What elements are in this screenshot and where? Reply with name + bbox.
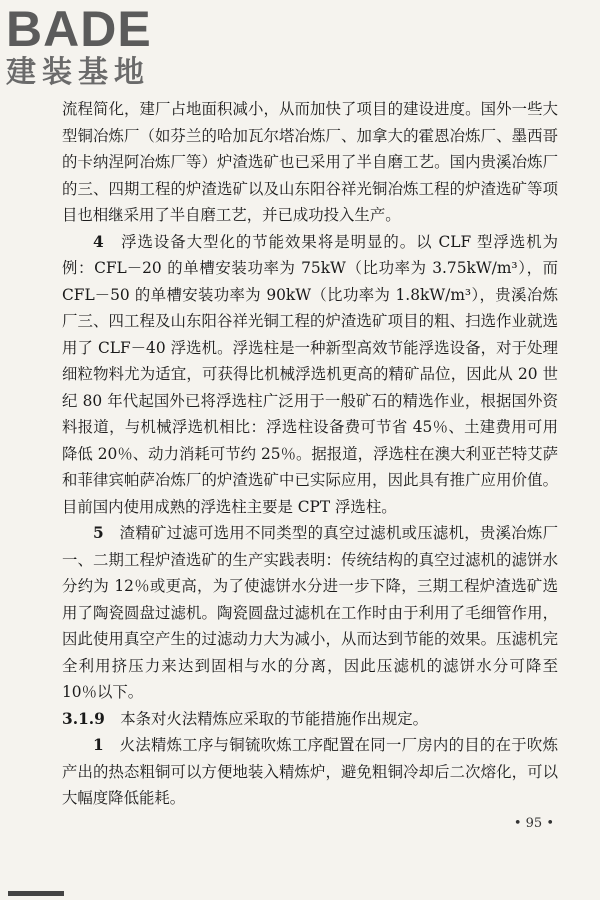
item-text: 渣精矿过滤可选用不同类型的真空过滤机或压滤机，贵溪冶炼厂一、二期工程炉渣选矿的生产实践表明：传统结构的真空过滤机的滤饼水分约为 12％或更高，为了使滤饼水分进一步下降，三期工程炉渣选矿选用了陶瓷圆盘过滤机。陶瓷圆盘过滤机在工作时由于利用了毛细管作用，因此使用真空产生的过滤动力大为减小，从而达到节能的效果。压滤机完全利用挤压力来达到固相与水的分离，因此压滤机的滤饼水分可降至 10％以下。 [62,524,558,701]
paragraph-item-5 [62,520,558,706]
paragraph-item-4 [62,229,558,521]
section-heading-3-1-9 [62,706,558,733]
bade-logo [6,1,206,90]
item-text: 浮选设备大型化的节能效果将是明显的。以 CLF 型浮选机为例：CFL－20 的单槽安装功率为 75kW（比功率为 3.75kW/m³），而 CFL－50 的单槽安装功率为 90kW（比功率为 1.8kW/m³），贵溪冶炼厂三、四工程及山东阳谷祥光铜工程的炉渣选矿项目的粗、扫选作业就选用了 CLF－40 浮选机。浮选柱是一种新型高效节能浮选设备，对于处理细粒物料尤为适宜，可获得比机械浮选机更高的精矿品位，因此从 20 世纪 80 年代起国外已将浮选柱广泛用于一般矿石的精选作业，根据国外资料报道，与机械浮选机相比：浮选柱设备费可节省 45％、土建费用可用降低 20％、动力消耗可节约 25％。据报道，浮选柱在澳大利亚芒特艾萨和菲律宾帕萨冶炼厂的炉渣选矿中已实际应用，因此具有推广应用价值。目前国内使用成熟的浮选柱主要是 CPT 浮选柱。 [62,232,558,516]
section-text: 本条对火法精炼应采取的节能措施作出规定。 [120,709,429,728]
paragraph-continued: 流程简化，建厂占地面积减小，从而加快了项目的建设进度。国外一些大型铜冶炼厂（如芬兰的哈加瓦尔塔冶炼厂、加拿大的霍恩冶炼厂、墨西哥的卡纳涅阿冶炼厂等）炉渣选矿也已采用了半自磨工艺。国内贵溪冶炼厂的三、四期工程的炉渣选矿以及山东阳谷祥光铜冶炼工程的炉渣选矿等项目也相继采用了半自磨工艺，并已成功投入生产。 [62,100,558,224]
item-number: 4 [93,232,104,251]
page-body [62,96,558,812]
item-number: 5 [93,524,104,542]
logo-subtitle: 建装基地 [6,55,150,90]
paragraph-item-1 [62,732,558,812]
item-text: 火法精炼工序与铜锍吹炼工序配置在同一厂房内的目的在于吹炼产出的热态粗铜可以方便地装入精炼炉，避免粗铜冷却后二次熔化，可以大幅度降低能耗。 [62,736,558,807]
logo-wordmark: BADE [6,1,152,57]
section-number: 3.1.9 [62,709,105,728]
item-number: 1 [93,736,104,754]
footer-mark [8,891,64,896]
page-number: • 95 • [513,816,554,831]
